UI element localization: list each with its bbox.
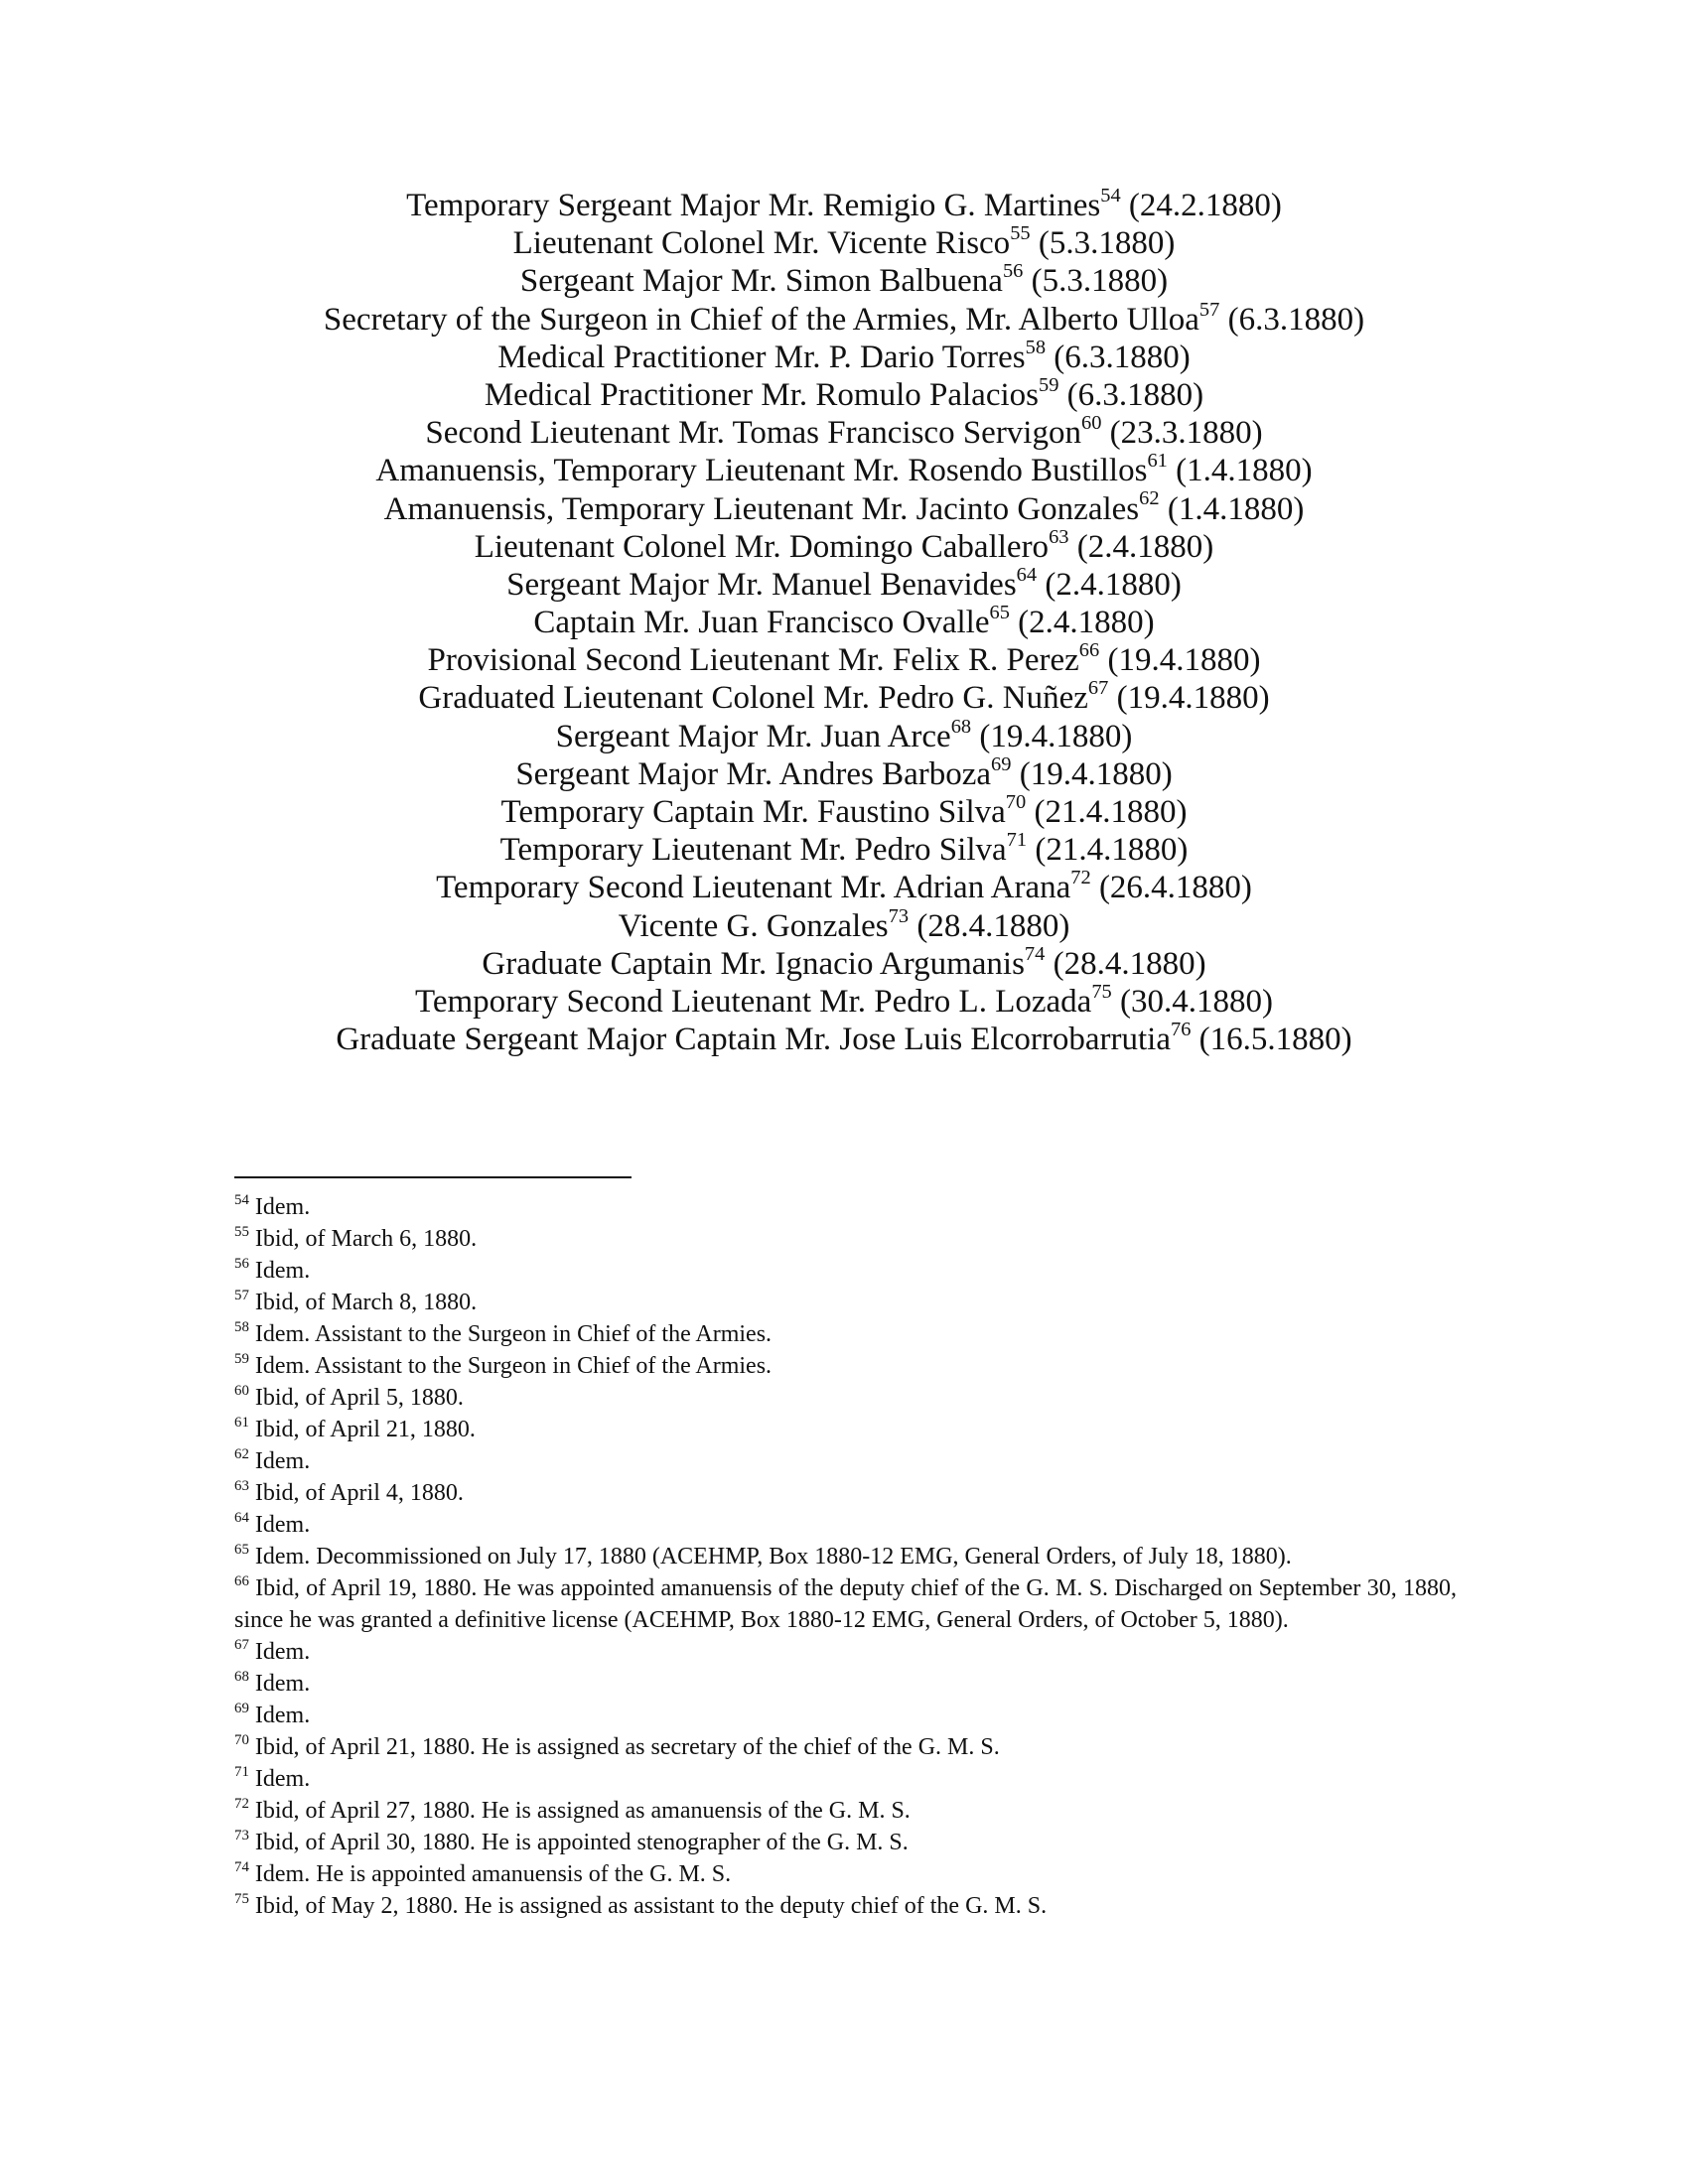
entry-date: (5.3.1880) bbox=[1031, 263, 1169, 300]
entry-date: (1.4.1880) bbox=[1167, 490, 1305, 527]
footnote-text: Idem. bbox=[254, 1766, 311, 1792]
entry-date: (23.3.1880) bbox=[1109, 415, 1263, 452]
entry-text: Vicente G. Gonzales bbox=[618, 907, 889, 944]
footnote bbox=[234, 1572, 1457, 1636]
list-item bbox=[199, 869, 1489, 906]
footnote-number: 59 bbox=[234, 1350, 249, 1367]
footnote-number: 70 bbox=[234, 1731, 249, 1748]
entry-date: (6.3.1880) bbox=[1066, 376, 1204, 413]
footnote-ref[interactable]: 68 bbox=[950, 715, 972, 738]
list-item bbox=[199, 224, 1489, 262]
footnote bbox=[234, 1350, 1457, 1382]
entry-text: Captain Mr. Juan Francisco Ovalle bbox=[533, 605, 990, 641]
footnote-text: Idem. bbox=[254, 1448, 311, 1474]
footnote bbox=[234, 1382, 1457, 1414]
footnote-text: Ibid, of March 6, 1880. bbox=[254, 1226, 478, 1252]
entry-text: Temporary Second Lieutenant Mr. Adrian Arana bbox=[436, 870, 1071, 906]
entry-text: Medical Practitioner Mr. Romulo Palacios bbox=[484, 376, 1039, 413]
entry-date: (2.4.1880) bbox=[1076, 528, 1214, 565]
footnote-ref[interactable]: 60 bbox=[1080, 412, 1102, 435]
footnote bbox=[234, 1318, 1457, 1350]
footnote bbox=[234, 1890, 1457, 1922]
entry-date: (6.3.1880) bbox=[1054, 339, 1191, 375]
list-item bbox=[199, 752, 1489, 793]
footnote-ref[interactable]: 57 bbox=[1198, 298, 1220, 321]
list-item bbox=[199, 414, 1489, 452]
footnote-number: 73 bbox=[234, 1827, 249, 1843]
footnote-ref[interactable]: 76 bbox=[1170, 1019, 1192, 1041]
list-item bbox=[199, 1021, 1489, 1058]
footnote-text: Idem. Decommissioned on July 17, 1880 (ACEHMP, Box 1880-12 EMG, General Orders, of July 18, 1880). bbox=[254, 1544, 1292, 1570]
list-item bbox=[199, 525, 1489, 566]
footnote-text: Ibid, of March 8, 1880. bbox=[254, 1290, 478, 1315]
footnote bbox=[234, 1509, 1457, 1541]
entry-text: Temporary Captain Mr. Faustino Silva bbox=[500, 794, 1006, 830]
footnote bbox=[234, 1287, 1457, 1318]
footnote-list bbox=[234, 1191, 1457, 1922]
entry-text: Sergeant Major Mr. Simon Balbuena bbox=[519, 263, 1003, 300]
footnote-number: 74 bbox=[234, 1858, 249, 1875]
footnote-ref[interactable]: 66 bbox=[1078, 639, 1100, 662]
footnote bbox=[234, 1668, 1457, 1700]
entry-date: (24.2.1880) bbox=[1128, 188, 1282, 223]
footnote-text: Idem. bbox=[254, 1639, 311, 1665]
footnote-text: Idem. Assistant to the Surgeon in Chief of the Armies. bbox=[254, 1321, 773, 1347]
footnote-text: Idem. bbox=[254, 1194, 311, 1220]
list-item bbox=[199, 641, 1489, 679]
entry-date: (21.4.1880) bbox=[1034, 794, 1188, 830]
entry-text: Amanuensis, Temporary Lieutenant Mr. Rosendo Bustillos bbox=[375, 453, 1148, 489]
entry-text: Provisional Second Lieutenant Mr. Felix R. Perez bbox=[427, 642, 1079, 679]
footnote-number: 55 bbox=[234, 1223, 249, 1240]
list-item bbox=[199, 831, 1489, 869]
entry-date: (26.4.1880) bbox=[1098, 870, 1252, 906]
footnote bbox=[234, 1477, 1457, 1509]
footnote bbox=[234, 1414, 1457, 1445]
footnote-ref[interactable]: 73 bbox=[888, 904, 910, 927]
footnote-number: 57 bbox=[234, 1287, 249, 1303]
footnote-text: Ibid, of April 30, 1880. He is appointed stenographer of the G. M. S. bbox=[254, 1830, 909, 1855]
list-item bbox=[199, 563, 1489, 604]
footnote-ref[interactable]: 64 bbox=[1016, 563, 1038, 586]
entry-text: Amanuensis, Temporary Lieutenant Mr. Jacinto Gonzales bbox=[383, 490, 1140, 527]
footnote-ref[interactable]: 56 bbox=[1002, 260, 1024, 283]
list-item bbox=[199, 373, 1489, 414]
footnote-ref[interactable]: 71 bbox=[1006, 829, 1028, 852]
footnote-text: Idem. bbox=[254, 1703, 311, 1728]
footnote-text: Ibid, of April 27, 1880. He is assigned as amanuensis of the G. M. S. bbox=[254, 1798, 911, 1824]
footnote-ref[interactable]: 61 bbox=[1147, 450, 1168, 473]
footnote-ref[interactable]: 74 bbox=[1024, 942, 1046, 965]
footnote bbox=[234, 1763, 1457, 1795]
footnote-text: Idem. bbox=[254, 1512, 311, 1538]
entry-date: (21.4.1880) bbox=[1035, 832, 1189, 869]
list-item bbox=[199, 298, 1489, 339]
footnote bbox=[234, 1731, 1457, 1763]
footnote-ref[interactable]: 54 bbox=[1100, 184, 1121, 206]
footnote-number: 66 bbox=[234, 1572, 249, 1589]
footnote bbox=[234, 1541, 1457, 1572]
footnote bbox=[234, 1255, 1457, 1287]
footnote-text: Ibid, of April 5, 1880. bbox=[254, 1385, 464, 1411]
footnote-text: Ibid, of April 21, 1880. He is assigned as secretary of the chief of the G. M. S. bbox=[254, 1734, 1000, 1760]
entry-text: Graduate Captain Mr. Ignacio Argumanis bbox=[482, 945, 1025, 982]
footnote-text: Ibid, of April 4, 1880. bbox=[254, 1480, 464, 1506]
entry-text: Temporary Second Lieutenant Mr. Pedro L. Lozada bbox=[415, 983, 1092, 1020]
entry-date: (19.4.1880) bbox=[1019, 755, 1173, 792]
footnote bbox=[234, 1827, 1457, 1858]
entry-date: (30.4.1880) bbox=[1120, 983, 1273, 1020]
footnote-number: 61 bbox=[234, 1414, 249, 1431]
entry-date: (16.5.1880) bbox=[1198, 1022, 1352, 1058]
footnote-ref[interactable]: 55 bbox=[1010, 222, 1031, 245]
footnote-number: 65 bbox=[234, 1541, 249, 1558]
entry-date: (2.4.1880) bbox=[1045, 566, 1182, 603]
footnote-number: 75 bbox=[234, 1890, 249, 1907]
list-item bbox=[199, 336, 1489, 376]
footnote-ref[interactable]: 72 bbox=[1070, 867, 1091, 889]
list-item bbox=[199, 942, 1489, 983]
list-item bbox=[199, 790, 1489, 831]
footnote bbox=[234, 1700, 1457, 1731]
entry-date: (2.4.1880) bbox=[1018, 605, 1155, 641]
footnote-number: 72 bbox=[234, 1795, 249, 1812]
footnote-text: Ibid, of April 19, 1880. He was appointed amanuensis of the deputy chief of the G. M. S. Discharged on September 30, 1880, since he was granted a definitive license (ACEHMP, Box 1880-12 EMG, General Orders, of October 5, 1880). bbox=[234, 1575, 1458, 1633]
footnote-number: 60 bbox=[234, 1382, 249, 1399]
entry-text: Lieutenant Colonel Mr. Vicente Risco bbox=[512, 225, 1011, 262]
footnote-text: Idem. bbox=[254, 1671, 311, 1697]
entry-date: (19.4.1880) bbox=[1116, 680, 1270, 717]
footnote-text: Idem. bbox=[254, 1258, 311, 1284]
footnote-text: Idem. He is appointed amanuensis of the G. M. S. bbox=[254, 1861, 732, 1887]
list-item bbox=[199, 487, 1489, 528]
entry-date: (19.4.1880) bbox=[979, 718, 1133, 754]
list-item bbox=[199, 679, 1489, 717]
footnote-number: 56 bbox=[234, 1255, 249, 1272]
footnote bbox=[234, 1795, 1457, 1827]
entry-text: Lieutenant Colonel Mr. Domingo Caballero bbox=[474, 528, 1050, 565]
entry-text: Temporary Sergeant Major Mr. Remigio G. Martines bbox=[406, 188, 1101, 223]
footnote-ref[interactable]: 65 bbox=[989, 602, 1010, 624]
footnote-ref[interactable]: 75 bbox=[1091, 980, 1112, 1003]
footnote-ref[interactable]: 59 bbox=[1038, 373, 1059, 396]
entry-text: Sergeant Major Mr. Manuel Benavides bbox=[506, 566, 1017, 603]
footnote-number: 69 bbox=[234, 1700, 249, 1716]
footnote-ref[interactable]: 62 bbox=[1139, 487, 1160, 510]
footnote bbox=[234, 1445, 1457, 1477]
footnote-separator bbox=[234, 1176, 632, 1178]
entry-date: (19.4.1880) bbox=[1107, 642, 1261, 679]
list-item bbox=[199, 715, 1489, 755]
list-item bbox=[199, 980, 1489, 1021]
footnote-ref[interactable]: 58 bbox=[1025, 336, 1047, 358]
footnote-text: Ibid, of April 21, 1880. bbox=[254, 1417, 476, 1442]
list-item bbox=[199, 262, 1489, 300]
entry-text: Secretary of the Surgeon in Chief of the Armies, Mr. Alberto Ulloa bbox=[323, 301, 1199, 338]
appointment-list bbox=[199, 184, 1489, 1058]
list-item bbox=[199, 904, 1489, 945]
footnote bbox=[234, 1191, 1457, 1223]
footnote-ref[interactable]: 69 bbox=[991, 752, 1012, 775]
footnote-number: 58 bbox=[234, 1318, 249, 1335]
footnote bbox=[234, 1636, 1457, 1668]
entry-date: (1.4.1880) bbox=[1176, 453, 1313, 489]
entry-text: Graduate Sergeant Major Captain Mr. Jose Luis Elcorrobarrutia bbox=[336, 1022, 1171, 1058]
entry-text: Sergeant Major Mr. Juan Arce bbox=[555, 718, 951, 754]
list-item bbox=[199, 604, 1489, 641]
footnote bbox=[234, 1223, 1457, 1255]
footnote bbox=[234, 1858, 1457, 1890]
list-item bbox=[199, 452, 1489, 489]
entry-date: (6.3.1880) bbox=[1227, 301, 1365, 338]
footnote-number: 71 bbox=[234, 1763, 249, 1780]
footnote-text: Idem. Assistant to the Surgeon in Chief of the Armies. bbox=[254, 1353, 773, 1379]
footnote-number: 63 bbox=[234, 1477, 249, 1494]
footnote-number: 67 bbox=[234, 1636, 249, 1653]
entry-text: Sergeant Major Mr. Andres Barboza bbox=[515, 755, 992, 792]
entry-text: Medical Practitioner Mr. P. Dario Torres bbox=[497, 339, 1026, 375]
entry-text: Temporary Lieutenant Mr. Pedro Silva bbox=[499, 832, 1007, 869]
entry-date: (28.4.1880) bbox=[916, 907, 1070, 944]
list-item bbox=[199, 184, 1489, 224]
footnote-number: 68 bbox=[234, 1668, 249, 1685]
entry-date: (5.3.1880) bbox=[1038, 225, 1176, 262]
footnote-ref[interactable]: 70 bbox=[1005, 790, 1027, 813]
entry-date: (28.4.1880) bbox=[1053, 945, 1206, 982]
footnote-ref[interactable]: 67 bbox=[1087, 677, 1109, 700]
footnote-number: 64 bbox=[234, 1509, 249, 1526]
entry-text: Second Lieutenant Mr. Tomas Francisco Servigon bbox=[425, 415, 1081, 452]
footnote-number: 62 bbox=[234, 1445, 249, 1462]
footnote-ref[interactable]: 63 bbox=[1049, 525, 1069, 548]
entry-text: Graduated Lieutenant Colonel Mr. Pedro G. Nuñez bbox=[418, 680, 1088, 717]
footnote-number: 54 bbox=[234, 1191, 249, 1208]
footnote-text: Ibid, of May 2, 1880. He is assigned as assistant to the deputy chief of the G. M. S. bbox=[254, 1893, 1048, 1919]
